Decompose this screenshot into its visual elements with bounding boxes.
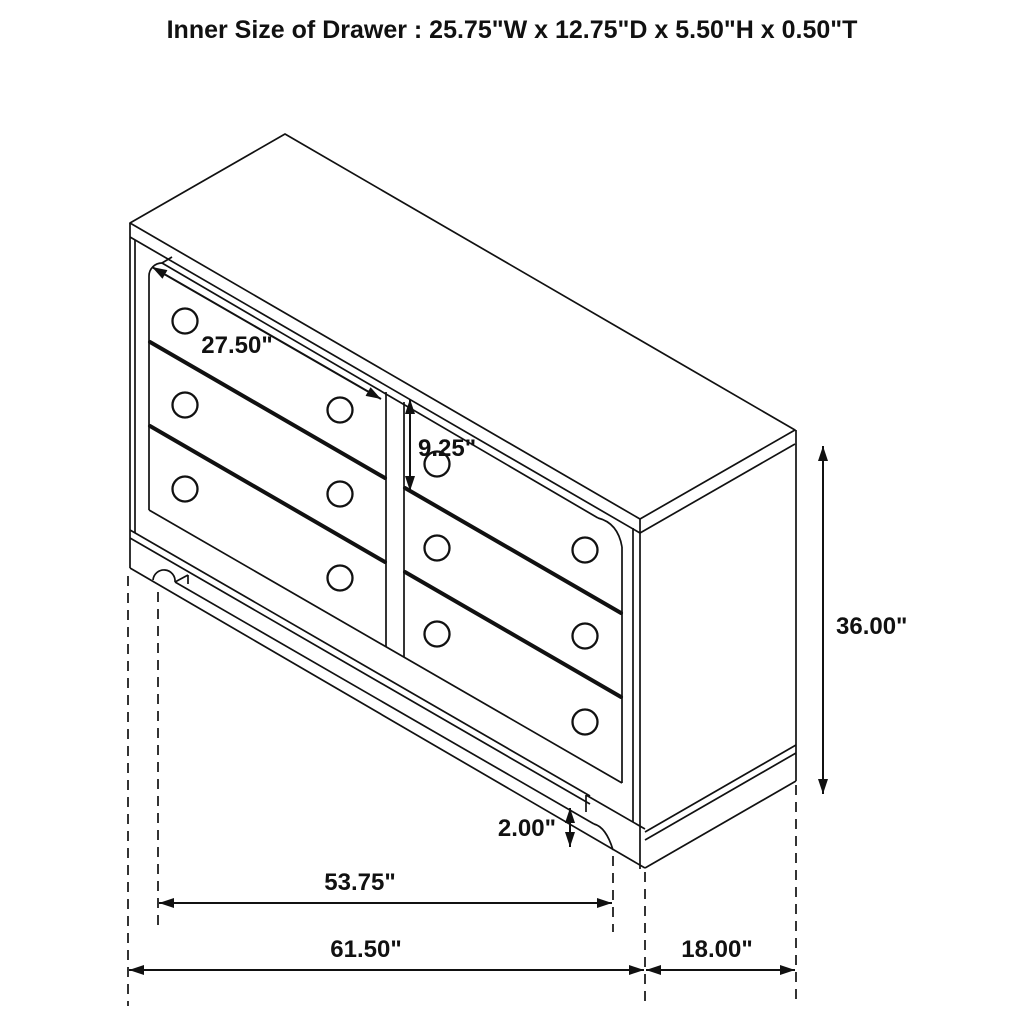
opening-corner-top-right bbox=[598, 518, 622, 547]
leg-cutout-line bbox=[175, 582, 594, 824]
top-slab-side-edge bbox=[640, 444, 795, 533]
drawer-knob bbox=[173, 393, 198, 418]
dimension-foot-span bbox=[159, 869, 612, 903]
dimension-label: 53.75" bbox=[324, 869, 396, 896]
drawer-knob bbox=[573, 624, 598, 649]
page-title: Inner Size of Drawer : 25.75"W x 12.75"D x 5.50"H x 0.50"T bbox=[166, 16, 858, 44]
dimension-base-height bbox=[498, 808, 570, 847]
plinth-top-line-2 bbox=[130, 538, 590, 804]
dimension-label: 2.00" bbox=[497, 815, 556, 842]
drawer-knob bbox=[425, 536, 450, 561]
drawer-knobs bbox=[173, 309, 598, 735]
drawer-knob bbox=[328, 482, 353, 507]
drawer-knob bbox=[573, 538, 598, 563]
side-plinth-top-line bbox=[645, 745, 796, 832]
dimension-label: 9.25" bbox=[418, 435, 477, 462]
drawer-knob bbox=[173, 477, 198, 502]
dimension-overall-width bbox=[129, 936, 644, 970]
plinth-top-line bbox=[130, 530, 590, 796]
dimension-overall-depth bbox=[646, 936, 795, 970]
dimension-label: 36.00" bbox=[836, 613, 908, 640]
drawer-knob bbox=[425, 622, 450, 647]
top-slab-front-edge bbox=[130, 237, 640, 533]
dimension-label: 61.50" bbox=[330, 936, 402, 963]
drawer-knob bbox=[328, 398, 353, 423]
drawer-knob bbox=[573, 710, 598, 735]
dimension-label: 27.50" bbox=[201, 332, 273, 359]
drawer-knob bbox=[173, 309, 198, 334]
plinth-bottom-edge bbox=[130, 568, 645, 868]
dimension-overall-height bbox=[823, 446, 907, 794]
leg-arch-right bbox=[594, 824, 613, 850]
top-rail-bottom-edge bbox=[162, 263, 598, 518]
leg-arch-left bbox=[153, 570, 175, 582]
side-plinth-top-line-2 bbox=[645, 753, 796, 840]
dresser-outline bbox=[130, 134, 796, 869]
side-plinth-bottom-edge bbox=[645, 781, 796, 868]
drawer-knob bbox=[328, 566, 353, 591]
dimension-label: 18.00" bbox=[681, 936, 753, 963]
dimension-drawer-front-height bbox=[410, 399, 476, 491]
